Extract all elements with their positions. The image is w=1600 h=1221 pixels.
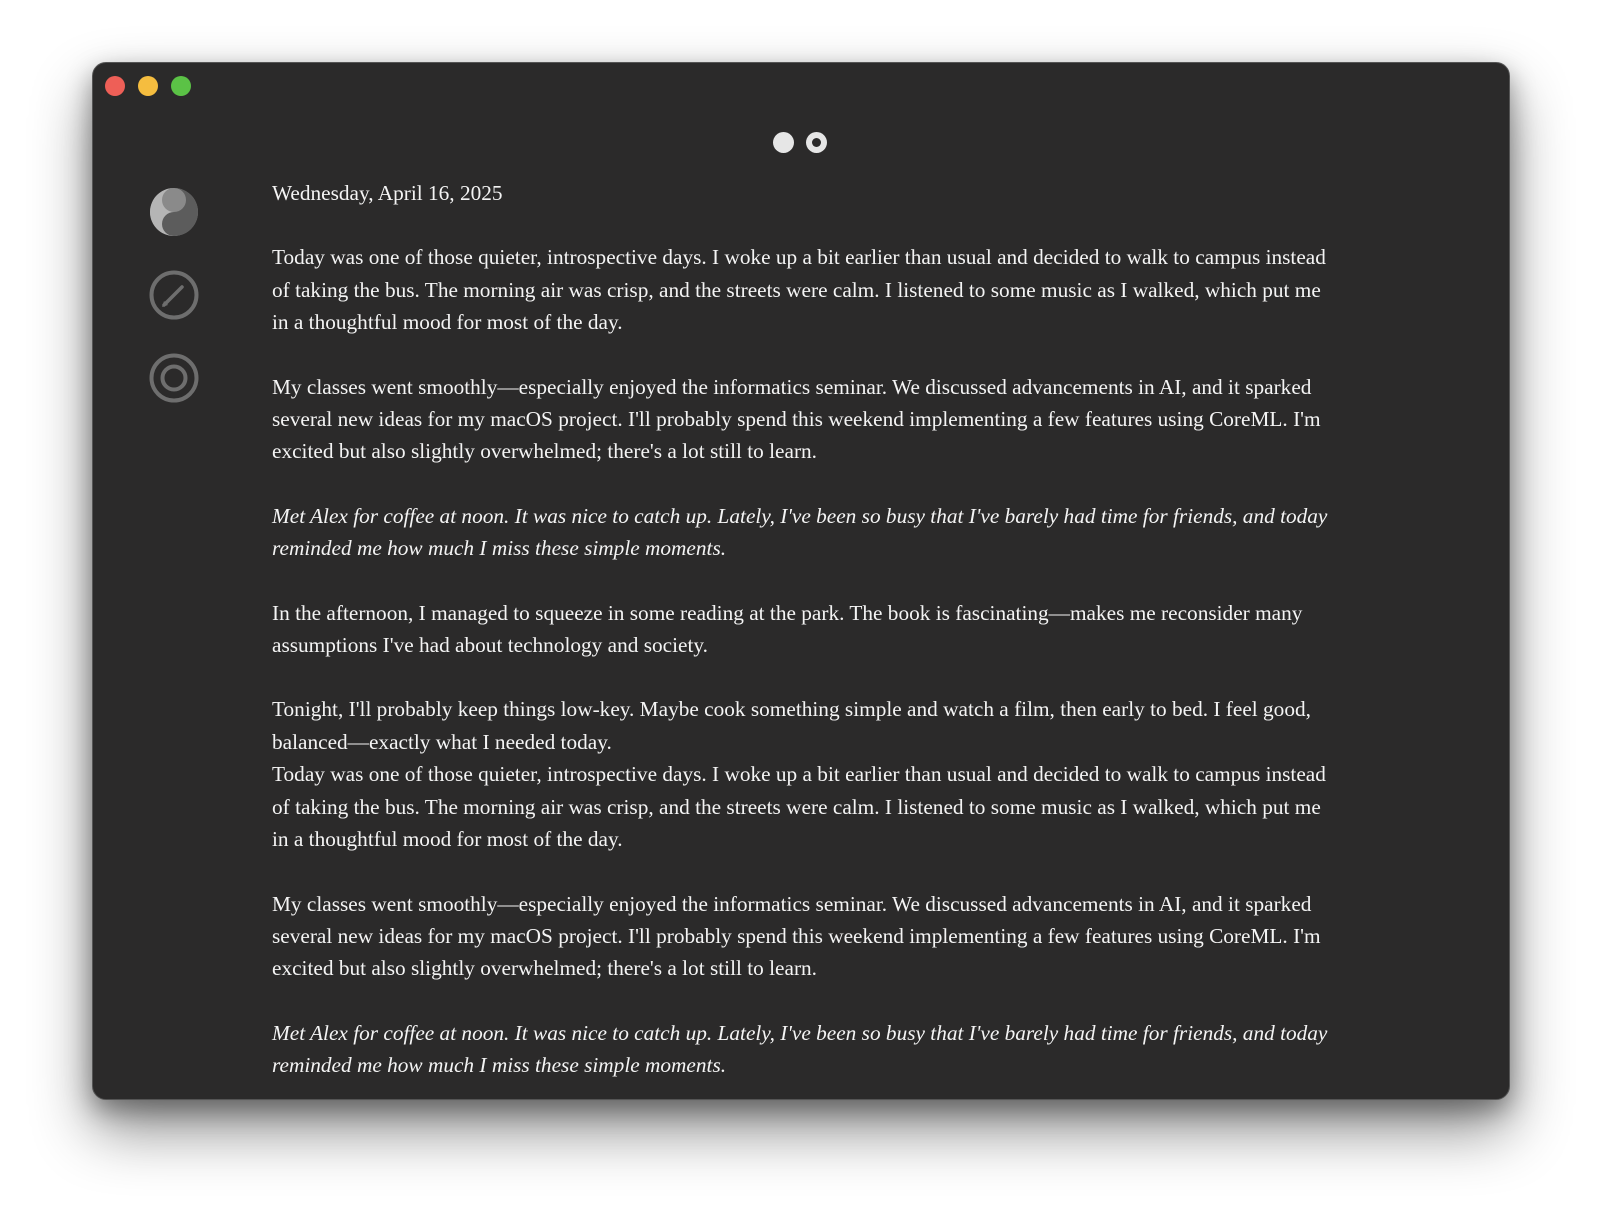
journal-entry[interactable]	[272, 177, 1342, 1100]
dot-ring-icon[interactable]	[806, 132, 827, 153]
entry-paragraph: Tonight, I'll probably keep things low-key. Maybe cook something simple and watch a film, then early to bed. I feel good, balanced—exactly what I needed today.	[272, 697, 1311, 754]
entry-paragraph-italic: Met Alex for coffee at noon. It was nice to catch up. Lately, I've been so busy that I've barely had time for friends, and today reminded me how much I miss these simple moments.	[272, 503, 1328, 561]
zoom-button[interactable]	[171, 76, 191, 96]
mode-toggle	[773, 132, 827, 153]
dot-filled-icon[interactable]	[773, 132, 794, 153]
entry-paragraph: My classes went smoothly—especially enjoyed the informatics seminar. We discussed advancements in AI, and it sparked several new ideas for my macOS project. I'll probably spend this weekend implementing a few features using CoreML. I'm excited but also slightly overwhelmed; there's a lot still to learn.	[272, 891, 1321, 981]
entry-paragraph: In the afternoon, I managed to squeeze in some reading at the park. The book is fascinating—makes me reconsider many assumptions I've had about technology and society.	[272, 600, 1303, 658]
entry-paragraph: Today was one of those quieter, introspective days. I woke up a bit earlier than usual and decided to walk to campus instead of taking the bus. The morning air was crisp, and the streets were calm. I listened to some music as I walked, which put me in a thoughtful mood for most of the day.	[272, 762, 1326, 852]
target-icon[interactable]	[149, 353, 199, 403]
journal-window	[92, 62, 1510, 1100]
entry-paragraph-italic: Met Alex for coffee at noon. It was nice to catch up. Lately, I've been so busy that I've barely had time for friends, and today reminded me how much I miss these simple moments.	[272, 1020, 1328, 1078]
entry-paragraph: Today was one of those quieter, introspective days. I woke up a bit earlier than usual and decided to walk to campus instead of taking the bus. The morning air was crisp, and the streets were calm. I listened to some music as I walked, which put me in a thoughtful mood for most of the day.	[272, 245, 1326, 335]
yin-yang-icon[interactable]	[149, 187, 199, 237]
pencil-icon[interactable]	[149, 270, 199, 320]
minimize-button[interactable]	[138, 76, 158, 96]
close-button[interactable]	[105, 76, 125, 96]
entry-paragraph: My classes went smoothly—especially enjoyed the informatics seminar. We discussed advancements in AI, and it sparked several new ideas for my macOS project. I'll probably spend this weekend implementing a few features using CoreML. I'm excited but also slightly overwhelmed; there's a lot still to learn.	[272, 374, 1321, 464]
traffic-lights	[105, 76, 191, 96]
sidebar	[149, 187, 201, 436]
entry-date: Wednesday, April 16, 2025	[272, 181, 503, 205]
